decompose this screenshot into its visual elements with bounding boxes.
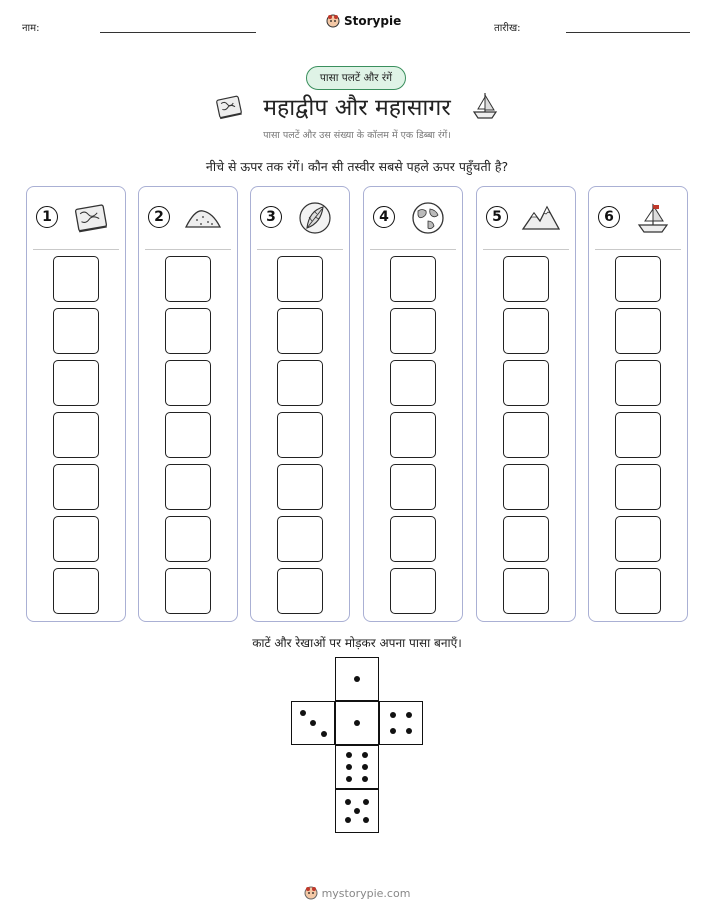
color-box[interactable]	[53, 360, 99, 406]
die-pip	[310, 720, 316, 726]
color-box[interactable]	[165, 516, 211, 562]
footer-url[interactable]: mystorypie.com	[321, 886, 411, 900]
column-divider	[145, 249, 231, 250]
color-box[interactable]	[390, 360, 436, 406]
color-box[interactable]	[53, 412, 99, 458]
column-6	[588, 186, 688, 622]
die-pip	[346, 776, 352, 782]
color-box[interactable]	[390, 256, 436, 302]
color-box[interactable]	[503, 568, 549, 614]
die-pip	[390, 728, 396, 734]
color-box[interactable]	[165, 464, 211, 510]
sailboat-icon	[633, 201, 673, 235]
color-box[interactable]	[53, 516, 99, 562]
color-box[interactable]	[165, 568, 211, 614]
color-box[interactable]	[390, 308, 436, 354]
color-box[interactable]	[390, 568, 436, 614]
color-box[interactable]	[53, 308, 99, 354]
color-box[interactable]	[277, 308, 323, 354]
color-box[interactable]	[503, 516, 549, 562]
color-box[interactable]	[615, 464, 661, 510]
name-label: नाम:	[22, 23, 40, 34]
column-number: 6	[598, 206, 620, 228]
footer	[0, 886, 714, 900]
brand-logo	[326, 14, 401, 28]
color-box[interactable]	[165, 360, 211, 406]
die-pip	[345, 817, 351, 823]
color-box[interactable]	[615, 256, 661, 302]
instruction-text: नीचे से ऊपर तक रंगें। कौन सी तस्वीर सबसे पहले ऊपर पहुँचती है?	[205, 159, 509, 174]
name-line[interactable]	[100, 32, 256, 33]
die-face-1	[335, 701, 379, 745]
color-box[interactable]	[503, 256, 549, 302]
die-face-3	[291, 701, 335, 745]
column-1	[26, 186, 126, 622]
storypie-mascot-icon	[326, 14, 340, 28]
color-box[interactable]	[615, 516, 661, 562]
column-3	[250, 186, 350, 622]
color-box[interactable]	[503, 464, 549, 510]
sand-pile-icon	[183, 201, 223, 235]
column-divider	[370, 249, 456, 250]
color-box[interactable]	[503, 308, 549, 354]
date-line[interactable]	[566, 32, 690, 33]
color-box[interactable]	[615, 412, 661, 458]
die-pip	[406, 728, 412, 734]
column-2	[138, 186, 238, 622]
die-pip	[346, 764, 352, 770]
color-box[interactable]	[503, 412, 549, 458]
die-pip	[362, 776, 368, 782]
color-box[interactable]	[390, 464, 436, 510]
date-label: तारीख:	[494, 23, 521, 34]
column-divider	[33, 249, 119, 250]
activity-pill: पासा पलटें और रंगें	[306, 66, 406, 90]
color-box[interactable]	[165, 308, 211, 354]
die-pip	[363, 799, 369, 805]
die-face-5	[335, 789, 379, 833]
column-4	[363, 186, 463, 622]
column-number: 4	[373, 206, 395, 228]
color-box[interactable]	[277, 464, 323, 510]
die-pip	[346, 752, 352, 758]
color-box[interactable]	[277, 516, 323, 562]
die-pip	[362, 752, 368, 758]
color-box[interactable]	[615, 568, 661, 614]
column-number: 1	[36, 206, 58, 228]
color-box[interactable]	[277, 412, 323, 458]
die-pip	[390, 712, 396, 718]
cut-instruction: काटें और रेखाओं पर मोड़कर अपना पासा बनाएँ।	[252, 636, 462, 650]
mountains-icon	[521, 201, 561, 235]
color-box[interactable]	[53, 256, 99, 302]
color-box[interactable]	[390, 516, 436, 562]
color-box[interactable]	[165, 412, 211, 458]
page-title: महाद्वीप और महासागर	[263, 95, 451, 121]
die-pip	[354, 676, 360, 682]
die-pip	[345, 799, 351, 805]
die-pip	[300, 710, 306, 716]
die-pip	[363, 817, 369, 823]
die-pip	[406, 712, 412, 718]
globe-icon	[408, 201, 448, 235]
die-pip	[362, 764, 368, 770]
die-pip	[354, 808, 360, 814]
die-face-6	[335, 745, 379, 789]
map-book-icon	[71, 201, 111, 235]
leaf-icon	[295, 201, 335, 235]
brand-name: Storypie	[344, 14, 402, 28]
sailboat-icon	[470, 90, 500, 122]
column-divider	[257, 249, 343, 250]
die-pip	[354, 720, 360, 726]
column-5	[476, 186, 576, 622]
column-divider	[483, 249, 569, 250]
color-box[interactable]	[53, 464, 99, 510]
page-subtitle: पासा पलटें और उस संख्या के कॉलम में एक डिब्बा रंगें।	[263, 130, 451, 141]
color-box[interactable]	[165, 256, 211, 302]
color-box[interactable]	[615, 360, 661, 406]
storypie-mascot-icon	[304, 886, 318, 900]
die-pip	[321, 731, 327, 737]
color-box[interactable]	[503, 360, 549, 406]
color-box[interactable]	[390, 412, 436, 458]
die-face-1	[335, 657, 379, 701]
color-box[interactable]	[277, 256, 323, 302]
die-face-4	[379, 701, 423, 745]
column-number: 2	[148, 206, 170, 228]
color-box[interactable]	[277, 568, 323, 614]
column-divider	[595, 249, 681, 250]
color-box[interactable]	[615, 308, 661, 354]
color-box[interactable]	[277, 360, 323, 406]
column-number: 3	[260, 206, 282, 228]
column-number: 5	[486, 206, 508, 228]
color-box[interactable]	[53, 568, 99, 614]
